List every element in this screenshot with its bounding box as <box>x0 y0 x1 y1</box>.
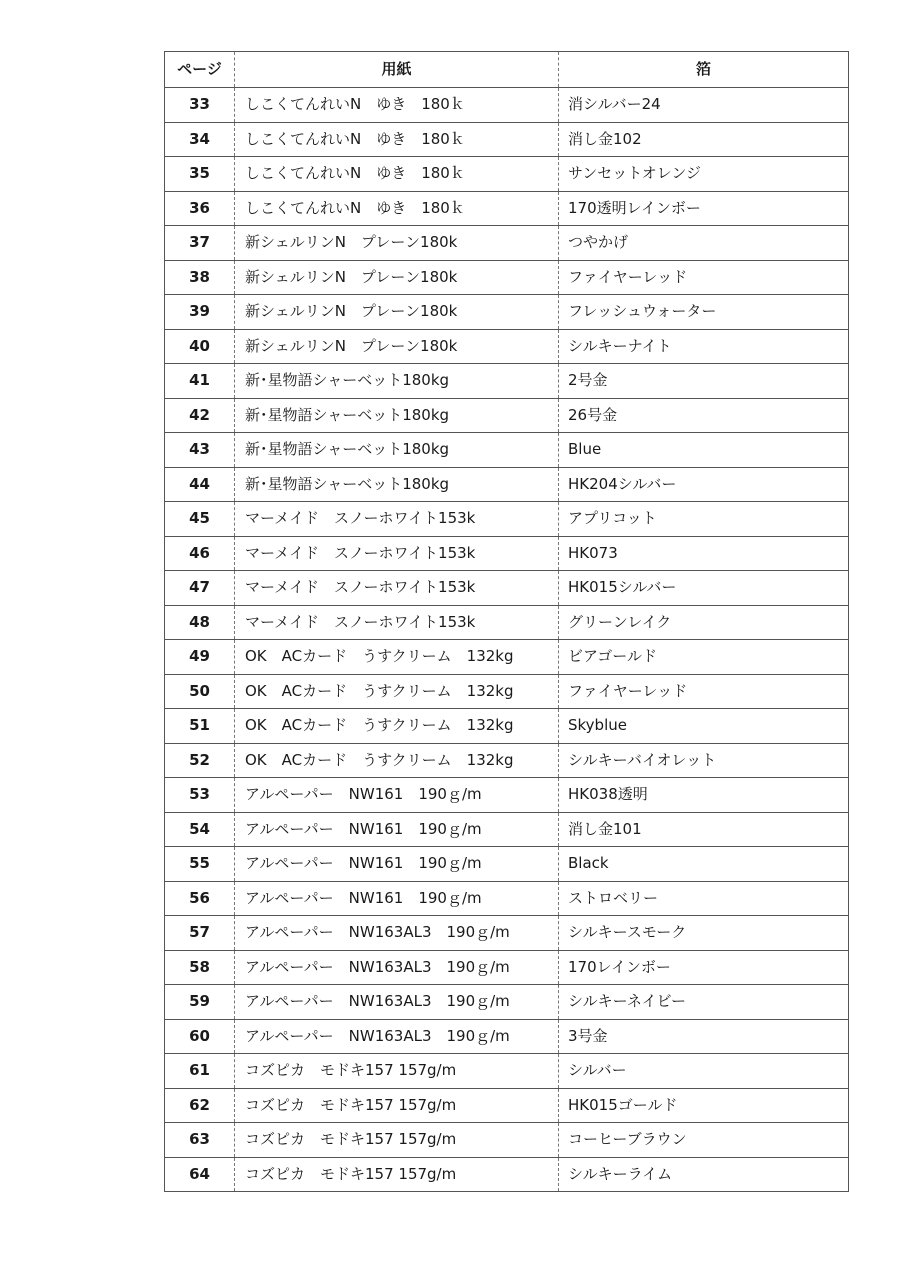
paper-cell: しこくてんれいN ゆき 180ｋ <box>235 191 559 226</box>
foil-cell: Blue <box>559 433 849 468</box>
paper-cell: マーメイド スノーホワイト153k <box>235 571 559 606</box>
table-row <box>165 812 849 847</box>
paper-cell: アルペーパー NW161 190ｇ/m <box>235 847 559 882</box>
page-cell: 34 <box>165 122 235 157</box>
paper-cell: マーメイド スノーホワイト153k <box>235 536 559 571</box>
table-row <box>165 778 849 813</box>
page-cell: 54 <box>165 812 235 847</box>
table-row <box>165 157 849 192</box>
foil-cell: Skyblue <box>559 709 849 744</box>
table-row <box>165 398 849 433</box>
table-row <box>165 260 849 295</box>
page-cell: 33 <box>165 88 235 123</box>
foil-cell: つやかげ <box>559 226 849 261</box>
table-row <box>165 88 849 123</box>
table-row <box>165 571 849 606</box>
page-cell: 64 <box>165 1157 235 1192</box>
foil-cell: HK015シルバー <box>559 571 849 606</box>
table-row <box>165 295 849 330</box>
table-row <box>165 709 849 744</box>
page-cell: 52 <box>165 743 235 778</box>
paper-cell: しこくてんれいN ゆき 180ｋ <box>235 88 559 123</box>
paper-cell: 新･星物語シャーベット180kg <box>235 467 559 502</box>
page-cell: 53 <box>165 778 235 813</box>
page-cell: 62 <box>165 1088 235 1123</box>
paper-cell: OK ACカード うすクリーム 132kg <box>235 674 559 709</box>
table-row <box>165 433 849 468</box>
page-cell: 37 <box>165 226 235 261</box>
table-row <box>165 1088 849 1123</box>
table-row <box>165 1123 849 1158</box>
foil-cell: シルバー <box>559 1054 849 1089</box>
table-row <box>165 640 849 675</box>
paper-cell: OK ACカード うすクリーム 132kg <box>235 743 559 778</box>
paper-cell: アルペーパー NW161 190ｇ/m <box>235 778 559 813</box>
paper-cell: アルペーパー NW163AL3 190ｇ/m <box>235 985 559 1020</box>
foil-cell: 170レインボー <box>559 950 849 985</box>
page-cell: 45 <box>165 502 235 537</box>
foil-cell: HK073 <box>559 536 849 571</box>
paper-cell: しこくてんれいN ゆき 180ｋ <box>235 122 559 157</box>
page-cell: 40 <box>165 329 235 364</box>
foil-cell: HK038透明 <box>559 778 849 813</box>
paper-cell: 新･星物語シャーベット180kg <box>235 364 559 399</box>
foil-cell: 消シルバー24 <box>559 88 849 123</box>
foil-cell: 26号金 <box>559 398 849 433</box>
header-page: ページ <box>165 52 235 88</box>
header-foil: 箔 <box>559 52 849 88</box>
header-paper: 用紙 <box>235 52 559 88</box>
foil-cell: シルキーライム <box>559 1157 849 1192</box>
paper-cell: コズピカ モドキ157 157g/m <box>235 1054 559 1089</box>
paper-cell: マーメイド スノーホワイト153k <box>235 502 559 537</box>
paper-cell: マーメイド スノーホワイト153k <box>235 605 559 640</box>
foil-cell: ビアゴールド <box>559 640 849 675</box>
foil-cell: シルキーネイビー <box>559 985 849 1020</box>
table-row <box>165 502 849 537</box>
table-row <box>165 1157 849 1192</box>
paper-cell: アルペーパー NW161 190ｇ/m <box>235 812 559 847</box>
table-row <box>165 1019 849 1054</box>
page-cell: 50 <box>165 674 235 709</box>
paper-cell: OK ACカード うすクリーム 132kg <box>235 640 559 675</box>
page-cell: 61 <box>165 1054 235 1089</box>
foil-cell: アプリコット <box>559 502 849 537</box>
table-row <box>165 226 849 261</box>
page-cell: 38 <box>165 260 235 295</box>
paper-cell: コズピカ モドキ157 157g/m <box>235 1157 559 1192</box>
table-row <box>165 122 849 157</box>
paper-cell: しこくてんれいN ゆき 180ｋ <box>235 157 559 192</box>
page-cell: 51 <box>165 709 235 744</box>
foil-cell: HK015ゴールド <box>559 1088 849 1123</box>
paper-foil-table <box>164 51 849 1192</box>
paper-cell: コズピカ モドキ157 157g/m <box>235 1123 559 1158</box>
foil-cell: シルキースモーク <box>559 916 849 951</box>
table-row <box>165 674 849 709</box>
table-row <box>165 847 849 882</box>
table-row <box>165 881 849 916</box>
foil-cell: コーヒーブラウン <box>559 1123 849 1158</box>
paper-cell: アルペーパー NW163AL3 190ｇ/m <box>235 916 559 951</box>
page-cell: 57 <box>165 916 235 951</box>
page-cell: 42 <box>165 398 235 433</box>
foil-cell: ファイヤーレッド <box>559 260 849 295</box>
table-row <box>165 985 849 1020</box>
paper-cell: アルペーパー NW163AL3 190ｇ/m <box>235 1019 559 1054</box>
table-row <box>165 1054 849 1089</box>
foil-cell: 3号金 <box>559 1019 849 1054</box>
table-row <box>165 467 849 502</box>
table-body <box>165 88 849 1192</box>
table-row <box>165 536 849 571</box>
page-cell: 43 <box>165 433 235 468</box>
table-row <box>165 364 849 399</box>
foil-cell: 2号金 <box>559 364 849 399</box>
paper-cell: 新･星物語シャーベット180kg <box>235 433 559 468</box>
foil-cell: 170透明レインボー <box>559 191 849 226</box>
foil-cell: Black <box>559 847 849 882</box>
paper-cell: コズピカ モドキ157 157g/m <box>235 1088 559 1123</box>
paper-cell: 新シェルリンN プレーン180k <box>235 226 559 261</box>
paper-cell: 新シェルリンN プレーン180k <box>235 329 559 364</box>
foil-cell: ファイヤーレッド <box>559 674 849 709</box>
foil-cell: 消し金102 <box>559 122 849 157</box>
page-cell: 39 <box>165 295 235 330</box>
foil-cell: HK204シルバー <box>559 467 849 502</box>
foil-cell: 消し金101 <box>559 812 849 847</box>
page-cell: 63 <box>165 1123 235 1158</box>
page-cell: 56 <box>165 881 235 916</box>
foil-cell: シルキーナイト <box>559 329 849 364</box>
paper-cell: アルペーパー NW163AL3 190ｇ/m <box>235 950 559 985</box>
foil-cell: ストロベリー <box>559 881 849 916</box>
page-cell: 44 <box>165 467 235 502</box>
foil-cell: サンセットオレンジ <box>559 157 849 192</box>
table-header <box>165 52 849 88</box>
paper-cell: 新シェルリンN プレーン180k <box>235 295 559 330</box>
page-cell: 46 <box>165 536 235 571</box>
page-cell: 60 <box>165 1019 235 1054</box>
page-cell: 49 <box>165 640 235 675</box>
table-row <box>165 743 849 778</box>
paper-cell: 新シェルリンN プレーン180k <box>235 260 559 295</box>
page-cell: 58 <box>165 950 235 985</box>
paper-cell: 新･星物語シャーベット180kg <box>235 398 559 433</box>
table-row <box>165 916 849 951</box>
table-row <box>165 950 849 985</box>
foil-cell: グリーンレイク <box>559 605 849 640</box>
header-row <box>165 52 849 88</box>
page-cell: 36 <box>165 191 235 226</box>
page-cell: 55 <box>165 847 235 882</box>
paper-cell: OK ACカード うすクリーム 132kg <box>235 709 559 744</box>
paper-cell: アルペーパー NW161 190ｇ/m <box>235 881 559 916</box>
table-row <box>165 605 849 640</box>
table-row <box>165 191 849 226</box>
foil-cell: フレッシュウォーター <box>559 295 849 330</box>
page-cell: 35 <box>165 157 235 192</box>
table-row <box>165 329 849 364</box>
page-cell: 47 <box>165 571 235 606</box>
page-cell: 48 <box>165 605 235 640</box>
foil-cell: シルキーバイオレット <box>559 743 849 778</box>
page-cell: 41 <box>165 364 235 399</box>
page-cell: 59 <box>165 985 235 1020</box>
